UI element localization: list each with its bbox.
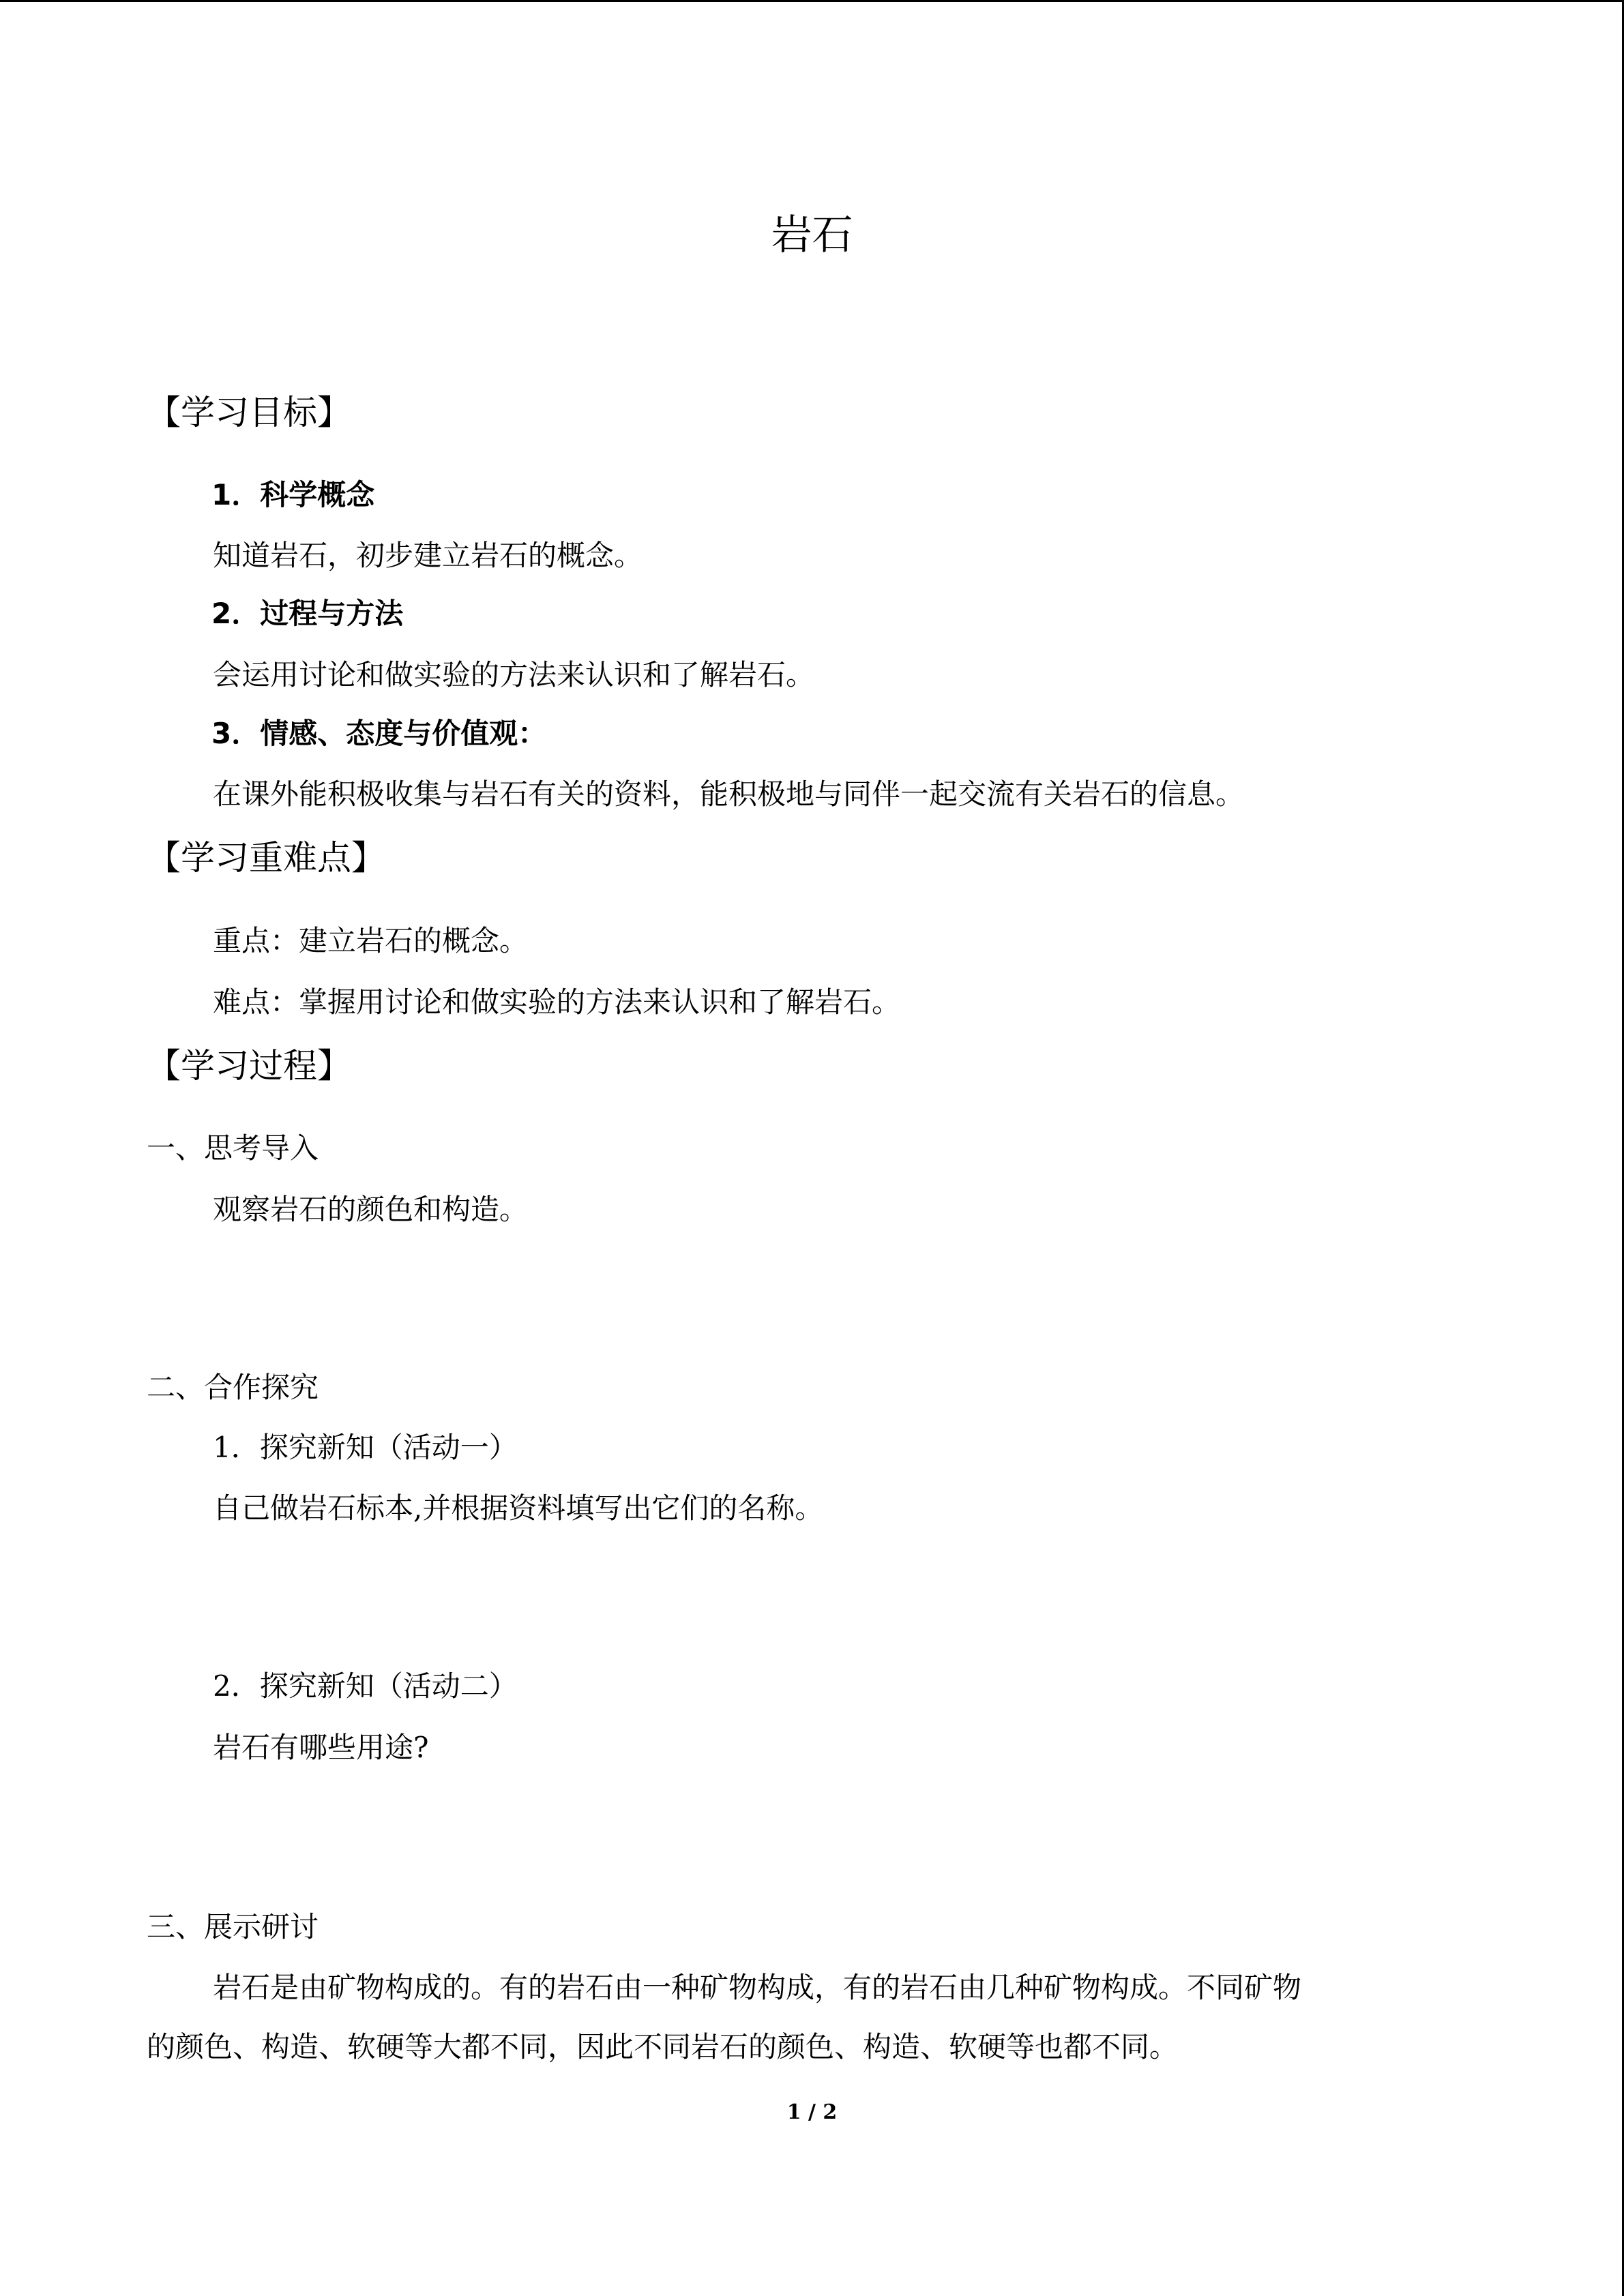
activity1-text: 自己做岩石标本,并根据资料填写出它们的名称。 xyxy=(213,1491,824,1525)
page-top-border xyxy=(0,0,1624,3)
part1-text: 观察岩石的颜色和构造。 xyxy=(213,1193,529,1226)
objective-3-text: 在课外能积极收集与岩石有关的资料，能积极地与同伴一起交流有关岩石的信息。 xyxy=(213,777,1245,811)
objective-2-text: 会运用讨论和做实验的方法来认识和了解岩石。 xyxy=(213,658,815,691)
process-heading: 【学习过程】 xyxy=(147,1046,351,1086)
part2-title: 二、合作探究 xyxy=(147,1371,319,1404)
part1-title: 一、思考导入 xyxy=(147,1131,319,1165)
activity2-label: 2．探究新知（活动二） xyxy=(213,1669,518,1703)
focus-text: 重点：建立岩石的概念。 xyxy=(213,924,529,957)
key-points-heading: 【学习重难点】 xyxy=(147,838,385,878)
part3-title: 三、展示研讨 xyxy=(147,1910,319,1943)
objective-1-label: 1．科学概念 xyxy=(211,478,375,511)
objective-1-text: 知道岩石，初步建立岩石的概念。 xyxy=(213,539,643,572)
difficulty-text: 难点：掌握用讨论和做实验的方法来认识和了解岩石。 xyxy=(213,985,901,1019)
objectives-heading: 【学习目标】 xyxy=(147,393,351,432)
objective-3-label: 3．情感、态度与价值观： xyxy=(211,717,547,750)
activity1-label: 1．探究新知（活动一） xyxy=(213,1431,518,1464)
part3-line1: 岩石是由矿物构成的。有的岩石由一种矿物构成，有的岩石由几种矿物构成。不同矿物 xyxy=(213,1971,1302,2004)
part3-line2: 的颜色、构造、软硬等大都不同，因此不同岩石的颜色、构造、软硬等也都不同。 xyxy=(147,2030,1179,2063)
page-title: 岩石 xyxy=(771,211,853,259)
activity2-text: 岩石有哪些用途? xyxy=(213,1731,429,1764)
page-number: 1 / 2 xyxy=(786,2100,838,2124)
objective-2-label: 2．过程与方法 xyxy=(211,597,404,630)
